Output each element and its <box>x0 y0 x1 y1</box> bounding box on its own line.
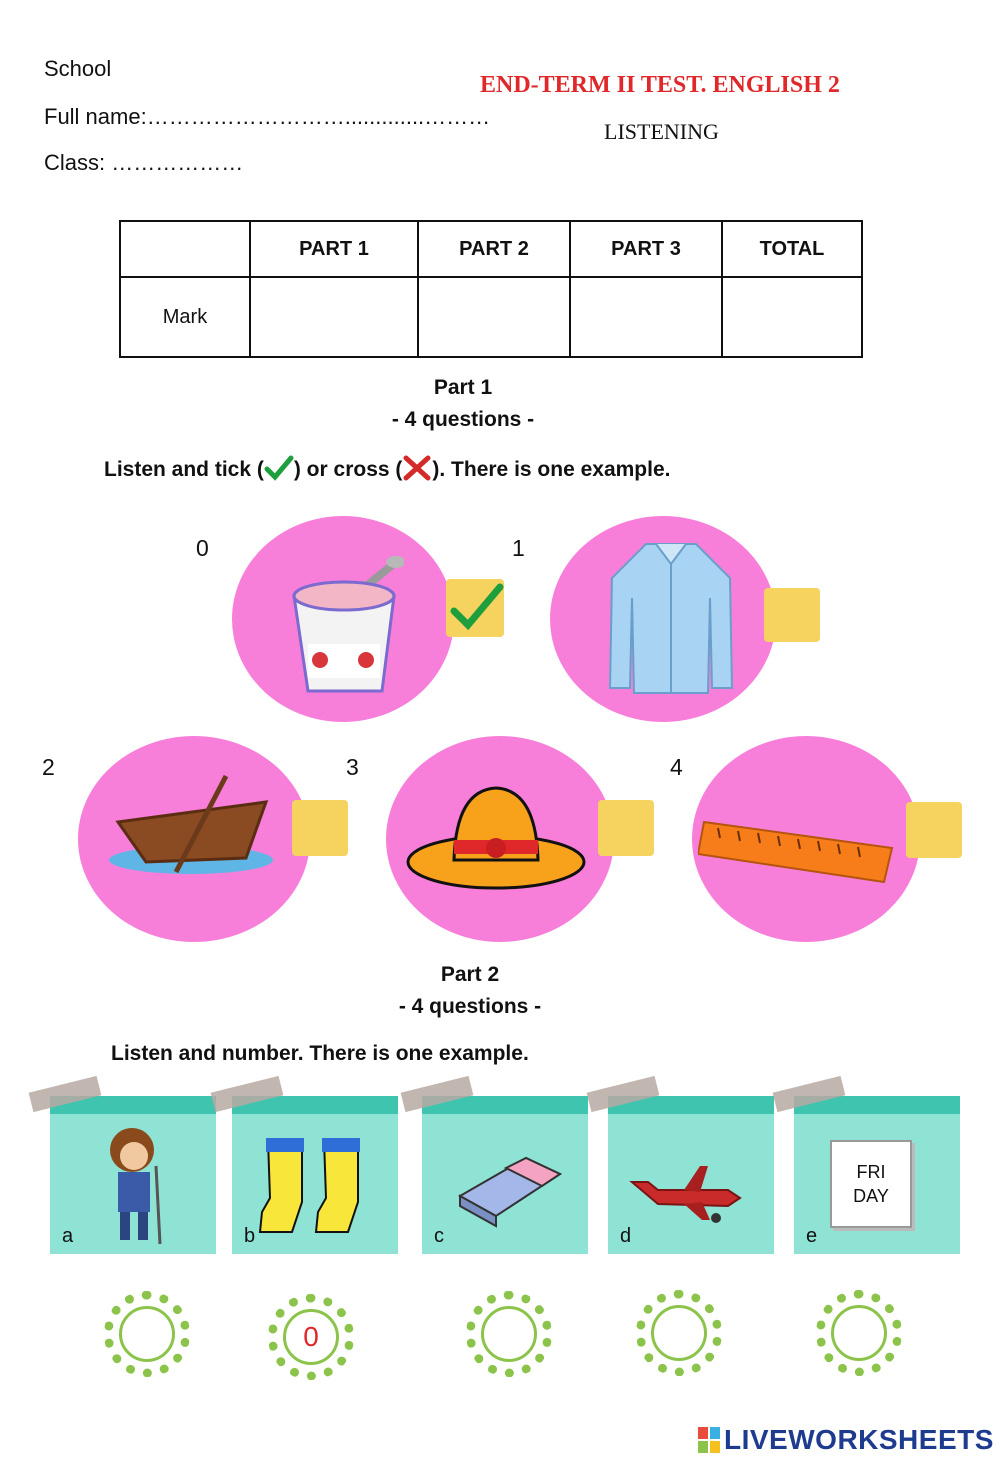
calendar-icon <box>830 1140 912 1228</box>
answer-box-3[interactable] <box>598 800 654 856</box>
answer-flower-b[interactable] <box>268 1294 354 1380</box>
table-header-empty <box>120 221 250 277</box>
mark-cell-total[interactable] <box>722 277 862 357</box>
answer-box-1[interactable] <box>764 588 820 642</box>
answer-flower-c[interactable] <box>466 1291 552 1377</box>
table-header-part2: PART 2 <box>418 221 570 277</box>
card-e <box>794 1096 960 1254</box>
card-c <box>422 1096 588 1254</box>
hat-icon <box>406 780 586 890</box>
answer-value-d <box>651 1305 707 1361</box>
part2-instruction: Listen and number. There is one example. <box>111 1042 529 1065</box>
mark-cell-part1[interactable] <box>250 277 418 357</box>
picture-blob-0 <box>232 516 454 722</box>
answer-box-2[interactable] <box>292 800 348 856</box>
item-number-1: 1 <box>512 535 525 561</box>
answer-value-a <box>119 1306 175 1362</box>
card-d <box>608 1096 774 1254</box>
logo-text: LIVEWORKSHEETS <box>724 1424 994 1455</box>
item-number-4: 4 <box>670 754 683 780</box>
singer-icon <box>90 1126 180 1246</box>
socks-icon <box>252 1132 382 1252</box>
mark-table <box>119 220 863 358</box>
test-title: END-TERM II TEST. ENGLISH 2 <box>480 72 840 98</box>
mark-row-label: Mark <box>120 277 250 357</box>
item-number-3: 3 <box>346 754 359 780</box>
picture-blob-4 <box>692 736 920 942</box>
part1-title: Part 1 <box>433 376 493 399</box>
mark-cell-part3[interactable] <box>570 277 722 357</box>
table-header-part3: PART 3 <box>570 221 722 277</box>
answer-flower-d[interactable] <box>636 1290 722 1376</box>
ruler-icon <box>698 808 898 888</box>
tick-icon <box>446 579 504 637</box>
item-number-2: 2 <box>42 754 55 780</box>
cross-icon <box>402 455 432 481</box>
plane-icon <box>628 1160 748 1230</box>
footer-logo <box>698 1424 994 1456</box>
part1-questions: - 4 questions - <box>391 408 535 431</box>
part1-instruction <box>104 455 670 482</box>
card-letter-e: e <box>806 1225 818 1247</box>
mark-cell-part2[interactable] <box>418 277 570 357</box>
answer-box-4[interactable] <box>906 802 962 858</box>
item-number-0: 0 <box>196 535 209 561</box>
picture-blob-2 <box>78 736 310 942</box>
answer-flower-a[interactable] <box>104 1291 190 1377</box>
picture-blob-3 <box>386 736 614 942</box>
card-letter-d: d <box>620 1225 632 1247</box>
tick-icon <box>264 455 294 481</box>
card-a <box>50 1096 216 1254</box>
school-label: School <box>44 56 112 81</box>
shirt-icon <box>606 538 736 698</box>
calendar-line1: FRI <box>856 1162 886 1182</box>
yogurt-icon <box>284 556 404 696</box>
answer-value-e <box>831 1305 887 1361</box>
table-header-part1: PART 1 <box>250 221 418 277</box>
answer-value-c <box>481 1306 537 1362</box>
class-field[interactable]: Class: ……………… <box>44 150 244 175</box>
answer-box-0[interactable] <box>446 579 504 637</box>
part2-title: Part 2 <box>440 963 500 986</box>
part1-instruction-c: ). There is one example. <box>432 458 671 481</box>
card-b <box>232 1096 398 1254</box>
part1-instruction-a: Listen and tick ( <box>104 458 264 481</box>
test-subtitle: LISTENING <box>604 119 719 144</box>
part2-questions: - 4 questions - <box>398 995 542 1018</box>
eraser-icon <box>456 1152 566 1232</box>
answer-value-b: 0 <box>283 1309 339 1365</box>
calendar-line2: DAY <box>853 1186 889 1206</box>
part1-instruction-b: ) or cross ( <box>293 458 403 481</box>
answer-flower-e[interactable] <box>816 1290 902 1376</box>
card-letter-b: b <box>244 1225 256 1247</box>
card-letter-a: a <box>62 1225 74 1247</box>
card-letter-c: c <box>434 1225 444 1247</box>
logo-mark-icon <box>698 1427 720 1453</box>
picture-blob-1 <box>550 516 776 722</box>
full-name-field[interactable]: Full name:……………………….............……… <box>44 104 491 129</box>
table-header-total: TOTAL <box>722 221 862 277</box>
boat-icon <box>106 772 276 882</box>
